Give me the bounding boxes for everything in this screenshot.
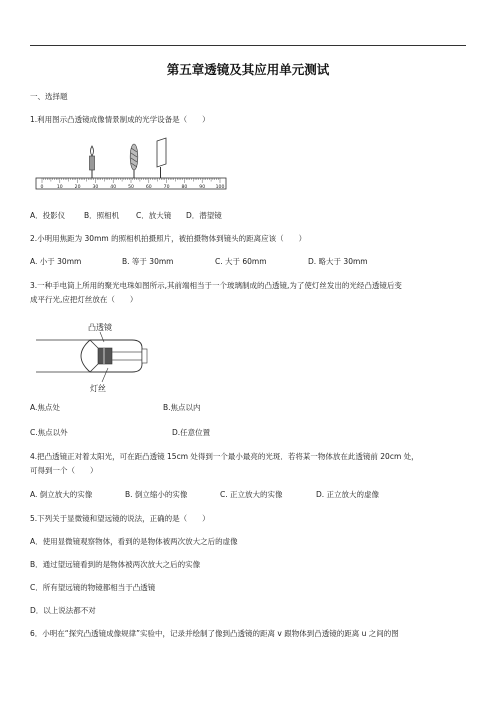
ruler-label: 30 [92,185,99,190]
q3-flashlight-bulb-figure [32,318,162,398]
q4-option-d: D. 正立放大的虚像 [316,490,380,499]
q5-option-b: B．通过望远镜看到的是物体被两次放大之后的实像 [30,560,201,569]
q1-option-d: D．潜望镜 [186,211,222,220]
q4-option-c: C. 正立放大的实像 [220,490,283,499]
q2-option-a: A. 小于 30mm [30,257,82,266]
ruler-label: 70 [163,185,170,190]
q4-option-a: A. 倒立放大的实像 [30,490,93,499]
q1-option-c: C．放大镜 [136,211,172,220]
q3-stem-line1: 3.一种手电筒上所用的聚光电珠如图所示,其前端相当于一个玻璃制成的凸透镜,为了使灯丝发出的光经凸透镜后变 [30,281,402,290]
q3-option-b: B.焦点以内 [163,403,201,412]
q5-option-d: D．以上说法都不对 [30,606,96,615]
q3-option-a: A.焦点处 [30,403,60,412]
lens-label-pointer [100,332,104,342]
ruler-label: 60 [145,185,152,190]
q3-option-c: C.焦点以外 [30,428,68,437]
filament-label: 灯丝 [90,384,106,393]
q2-option-b: B. 等于 30mm [122,257,174,266]
ruler-label: 50 [128,185,134,190]
q2-option-c: C. 大于 60mm [215,257,267,266]
q1-stem: 1.利用图示凸透镜成像情景制成的光学设备是（ ） [30,115,210,124]
convex-lens-icon [130,144,138,178]
q1-option-a: A．投影仪 [30,211,66,220]
ruler-label: 10 [56,185,63,190]
filament-icon [98,348,112,364]
q5-option-c: C．所有望远镜的物镜都相当于凸透镜 [30,583,156,592]
ruler-label: 100 [215,185,225,190]
ruler-label: 40 [110,185,117,190]
ruler-label: 80 [181,185,188,190]
q3-stem-line2: 成平行光,应把灯丝放在（ ） [30,295,138,304]
q5-stem: 5.下列关于显微镜和望远镜的说法，正确的是（ ） [30,514,210,523]
q1-option-b: B．照相机 [84,211,120,220]
ruler-label: 20 [74,185,81,190]
q5-option-a: A．使用显微镜观察物体，看到的是物体被两次放大之后的虚像 [30,537,238,546]
screen-icon [157,138,166,178]
q3-option-d: D.任意位置 [172,428,211,437]
ruler-scale [36,178,226,190]
ruler-label: 0 [40,185,44,190]
candle-icon [90,146,95,178]
q1-optical-bench-figure [34,136,230,192]
lens-label: 凸透镜 [88,323,112,332]
ruler-label: 90 [199,185,206,190]
q2-stem: 2.小明用焦距为 30mm 的照相机拍摄照片，被拍摄物体到镜头的距离应该（ ） [30,234,307,243]
q4-option-b: B. 倒立缩小的实像 [125,490,188,499]
header-rule [30,45,466,46]
lens-front-icon [81,340,90,372]
section-heading: 一、选择题 [30,92,68,101]
parallel-ray-lines [36,340,90,372]
filament-label-pointer [102,368,108,382]
q6-stem: 6．小明在“探究凸透镜成像规律”实验中，记录并绘制了像到凸透镜的距离 v 跟物体到凸透镜的距离 u 之间的图 [30,629,399,638]
q2-option-d: D. 略大于 30mm [308,257,368,266]
page-title: 第五章透镜及其应用单元测试 [166,62,330,77]
q4-stem-line1: 4.把凸透镜正对着太阳光，可在距凸透镜 15cm 处得到一个最小最亮的光斑．若将某一物体放在此透镜前 20cm 处， [30,452,419,461]
q4-stem-line2: 可得到一个（ ） [30,466,98,475]
